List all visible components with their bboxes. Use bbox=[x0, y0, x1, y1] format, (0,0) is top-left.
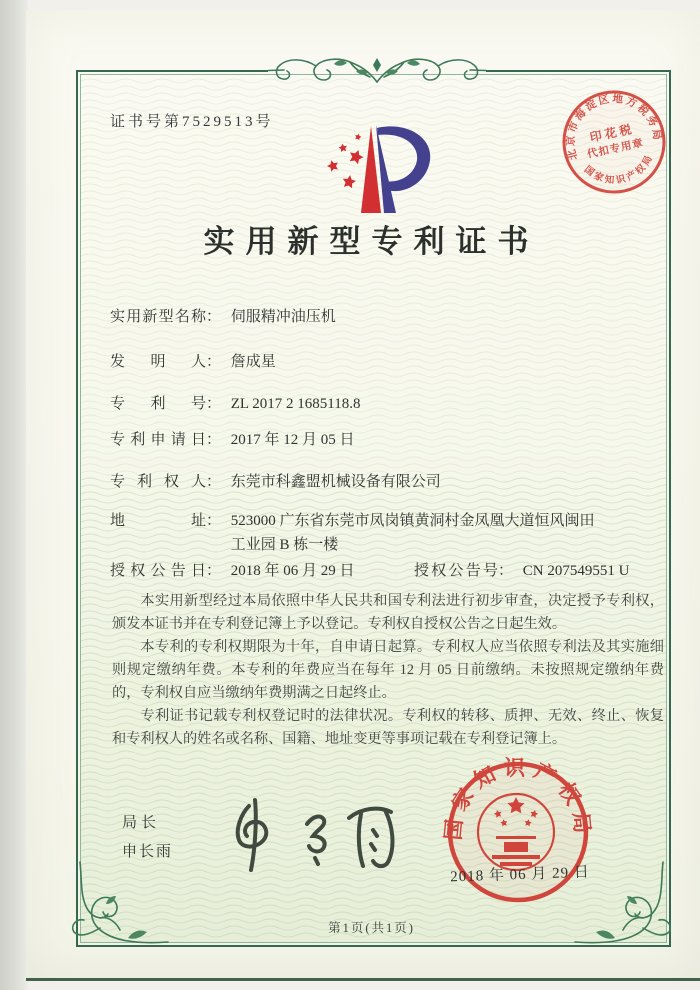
certificate-paper bbox=[26, 10, 700, 981]
page-number: 第1页(共1页) bbox=[328, 921, 415, 935]
field-value-inventor: 詹成星 bbox=[230, 354, 276, 370]
field-value-address bbox=[231, 509, 683, 557]
field-row-grant-no bbox=[414, 559, 629, 583]
stamp-duty-seal bbox=[548, 76, 681, 209]
cnipa-logo bbox=[316, 120, 436, 216]
field-row-filing-date bbox=[110, 428, 355, 452]
legal-paragraph-1: 本实用新型经过本局依照中华人民共和国专利法进行初步审查，决定授予专利权，颁发本证书并在专利登记簿上予以登记。专利权自授权公告之日起生效。 bbox=[112, 593, 664, 632]
field-colon: ： bbox=[206, 474, 222, 490]
field-label: 授权公告号 bbox=[414, 563, 498, 579]
field-colon: ： bbox=[206, 513, 222, 529]
legal-paragraph-2: 本专利的专利权期限为十年，自申请日起算。专利权人应当依照专利法及其实施细则规定缴纳年费。本专利的年费应当在每年 12 月 05 日前缴纳。未按照规定缴纳年费的，专利权自应当缴纳年费期满之日起终止。 bbox=[112, 639, 664, 701]
field-value-patent-no: ZL 2017 2 1685118.8 bbox=[230, 396, 361, 412]
seal-date: 2018 年 06 月 29 日 bbox=[449, 864, 591, 886]
field-value-utility-name: 伺服精冲油压机 bbox=[230, 309, 336, 325]
field-colon: ： bbox=[498, 563, 514, 579]
field-value-filing-date: 2017 年 12 月 05 日 bbox=[230, 432, 355, 448]
field-label: 专利号 bbox=[110, 396, 206, 412]
director-title: 局长 bbox=[122, 815, 161, 831]
logo-stars bbox=[326, 133, 366, 189]
field-row-patent-no bbox=[110, 392, 360, 416]
field-row-address bbox=[110, 509, 683, 557]
field-colon: ： bbox=[206, 432, 222, 448]
field-label: 授权公告日 bbox=[110, 563, 206, 579]
field-row-utility-name bbox=[110, 305, 336, 329]
field-value-grant-date: 2018 年 06 月 29 日 bbox=[230, 563, 355, 579]
scan-edge-strip bbox=[0, 0, 28, 990]
top-ornament-scrollwork bbox=[264, 53, 490, 87]
tax-stamp-center-line2: 代扣专用章 bbox=[586, 137, 645, 161]
tax-stamp-center-line1: 印花税 bbox=[588, 121, 636, 145]
field-label: 地址 bbox=[110, 513, 206, 529]
legal-paragraph-3: 专利证书记载专利权登记时的法律状况。专利权的转移、质押、无效、终止、恢复和专利权人的姓名或名称、国籍、地址变更等事项记载在专利登记簿上。 bbox=[112, 708, 664, 747]
field-label: 专利申请日 bbox=[110, 432, 206, 448]
cnipa-official-seal bbox=[438, 752, 598, 912]
tax-stamp-arc-bottom: 国家知识产权局 bbox=[581, 152, 656, 187]
field-label: 发明人 bbox=[110, 354, 206, 370]
field-label: 实用新型名称 bbox=[110, 309, 206, 325]
certificate-number: 证书号第7529513号 bbox=[110, 114, 274, 130]
field-row-patentee bbox=[110, 470, 441, 494]
field-row-inventor bbox=[110, 350, 276, 374]
seal-ring-text: 国家知识产权局 bbox=[441, 756, 595, 842]
address-line-1: 523000 广东省东莞市凤岗镇黄洞村金凤凰大道恒风闽田 bbox=[230, 513, 595, 529]
field-colon: ： bbox=[206, 396, 222, 412]
certificate-title: 实用新型专利证书 bbox=[203, 224, 540, 259]
field-colon: ： bbox=[206, 563, 222, 579]
field-row-grant-date bbox=[110, 559, 355, 583]
field-value-grant-no: CN 207549551 U bbox=[522, 563, 630, 579]
field-colon: ： bbox=[206, 354, 222, 370]
address-line-2: 工业园 B 栋一楼 bbox=[230, 537, 339, 553]
director-name: 申长雨 bbox=[122, 844, 174, 860]
legal-text-block bbox=[112, 590, 664, 751]
tax-stamp-arc-top: 北京市海淀区地方税务局 bbox=[565, 93, 663, 162]
field-value-patentee: 东莞市科鑫盟机械设备有限公司 bbox=[230, 474, 441, 490]
logo-p-bowl bbox=[377, 126, 430, 191]
director-signature bbox=[221, 796, 401, 874]
field-label: 专利权人 bbox=[110, 474, 206, 490]
field-colon: ： bbox=[206, 309, 222, 325]
